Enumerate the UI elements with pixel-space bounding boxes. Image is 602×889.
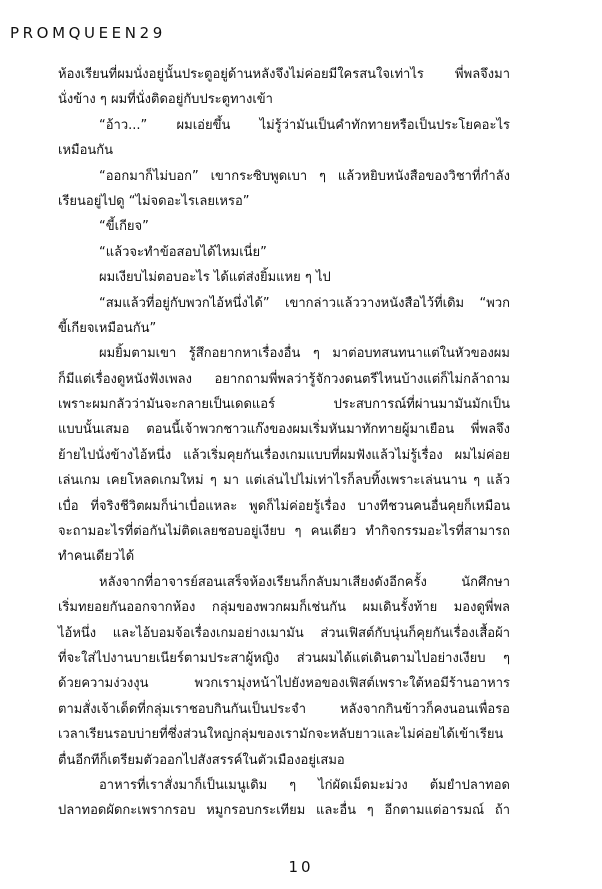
text-line: นั่งข้าง ๆ ผมที่นั่งติดอยู่กับประตูทางเข้า <box>58 92 273 108</box>
body-text <box>58 62 510 824</box>
text-line: เวลาเรียนรอบบ่ายที่ซึ่งส่วนใหญ่กลุ่มของเรามักจะหลับยาวและไม่ค่อยได้เข้าเรียน <box>58 727 504 743</box>
text-line: ที่จะใส่ไปงานบายเนียร์ตามประสาผู้หญิง ส่วนผมได้แต่เดินตามไปอย่างเงียบ ๆ <box>58 650 510 666</box>
book-title-header: PROMQUEEN29 <box>10 24 166 42</box>
text-line: ตื่นอีกทีก็เตรียมตัวออกไปสังสรรค์ในตัวเมืองอยู่เสมอ <box>58 752 345 768</box>
text-line: “อ้าว...” ผมเอ่ยขึ้น ไม่รู้ว่ามันเป็นคำทักทายหรือเป็นประโยคอะไร <box>99 117 510 133</box>
text-line: เหมือนกัน <box>58 143 114 159</box>
text-line: ย้ายไปนั่งข้างไอ้หนึ่ง แล้วเริ่มคุยกันเรื่องเกมแบบที่ผมฟังแล้วไม่รู้เรื่อง ผมไม่ค่อย <box>58 447 510 463</box>
text-line: ก็มีแต่เรื่องดูหนังฟังเพลง อยากถามพี่พลว่ารู้จักวงดนตรีไหนบ้างแต่ก็ไม่กล้าถาม <box>58 371 510 387</box>
text-line: “แล้วจะทำข้อสอบได้ไหมเนี่ย” <box>99 244 267 260</box>
text-line: “ขี้เกียจ” <box>99 219 149 235</box>
text-line: เริ่มทยอยกันออกจากห้อง กลุ่มของพวกผมก็เช่นกัน ผมเดินรั้งท้าย มองดูพี่พล <box>58 600 510 616</box>
page-number: 10 <box>288 858 314 876</box>
text-line: ห้องเรียนที่ผมนั่งอยู่นั้นประตูอยู่ด้านหลังจึงไม่ค่อยมีใครสนใจเท่าไร พี่พลจึงมา <box>58 67 510 82</box>
text-line: เบื่อ ที่จริงชีวิตผมก็น่าเบื่อแหละ พูดก็ไม่ค่อยรู้เรื่อง บางทีชวนคนอื่นคุยก็เหมือน <box>58 498 510 514</box>
text-line: หลังจากที่อาจารย์สอนเสร็จห้องเรียนก็กลับมาเสียงดังอีกครั้ง นักศึกษา <box>99 574 510 590</box>
text-line: เพราะผมกลัวว่ามันจะกลายเป็นเดดแอร์ ประสบการณ์ที่ผ่านมามันมักเป็น <box>58 397 510 413</box>
text-line: “สมแล้วที่อยู่กับพวกไอ้หนึ่งได้” เขากล่าวแล้ววางหนังสือไว้ที่เดิม “พวก <box>99 295 510 311</box>
text-line: แบบนั้นเสมอ ตอนนี้เจ้าพวกชาวแก๊งของผมเริ่มหันมาทักทายผู้มาเยือน พี่พลจึง <box>58 422 510 438</box>
text-line: “ออกมาก็ไม่บอก” เขากระซิบพูดเบา ๆ แล้วหยิบหนังสือของวิชาที่กำลัง <box>99 168 510 184</box>
text-line: อาหารที่เราสั่งมาก็เป็นเมนูเดิม ๆ ไก่ผัดเม็ดมะม่วง ต้มยำปลาทอด <box>99 777 510 793</box>
text-line: ผมเงียบไม่ตอบอะไร ได้แต่ส่งยิ้มแหย ๆ ไป <box>99 270 331 286</box>
text-line: ตามสั่งเจ้าเด็ดที่กลุ่มเราชอบกินกันเป็นประจำ หลังจากกินข้าวก็คงนอนเพื่อรอ <box>58 701 510 717</box>
text-line: ผมยิ้มตามเขา รู้สึกอยากหาเรื่องอื่น ๆ มาต่อบทสนทนาแต่ในหัวของผม <box>99 346 510 362</box>
text-line: ทำคนเดียวได้ <box>58 549 135 565</box>
text-line: ขี้เกียจเหมือนกัน” <box>58 320 157 336</box>
text-line: ปลาทอดผัดกะเพรากรอบ หมูกรอบกระเทียม และอื่น ๆ อีกตามแต่อารมณ์ ถ้า <box>58 803 510 819</box>
text-line: เล่นเกม เคยโหลดเกมใหม่ ๆ มา แต่เล่นไปไม่เท่าไรก็ลบทิ้งเพราะเล่นนาน ๆ แล้ว <box>58 473 510 489</box>
text-line: จะถามอะไรที่ต่อกันไม่ติดเลยชอบอยู่เงียบ ๆ คนเดียว ทำกิจกรรมอะไรที่สามารถ <box>58 524 510 540</box>
text-line: ไอ้หนึ่ง และไอ้บอมจ้อเรื่องเกมอย่างเมามัน ส่วนเฟิสต์กับนุ่นก็คุยกันเรื่องเสื้อผ้า <box>58 625 510 641</box>
text-line: ด้วยความง่วงงุน พวกเรามุ่งหน้าไปยังหอของเฟิสต์เพราะใต้หอมีร้านอาหาร <box>58 676 510 692</box>
text-line: เรียนอยู่ไปดู “ไม่จดอะไรเลยเหรอ” <box>58 193 250 209</box>
